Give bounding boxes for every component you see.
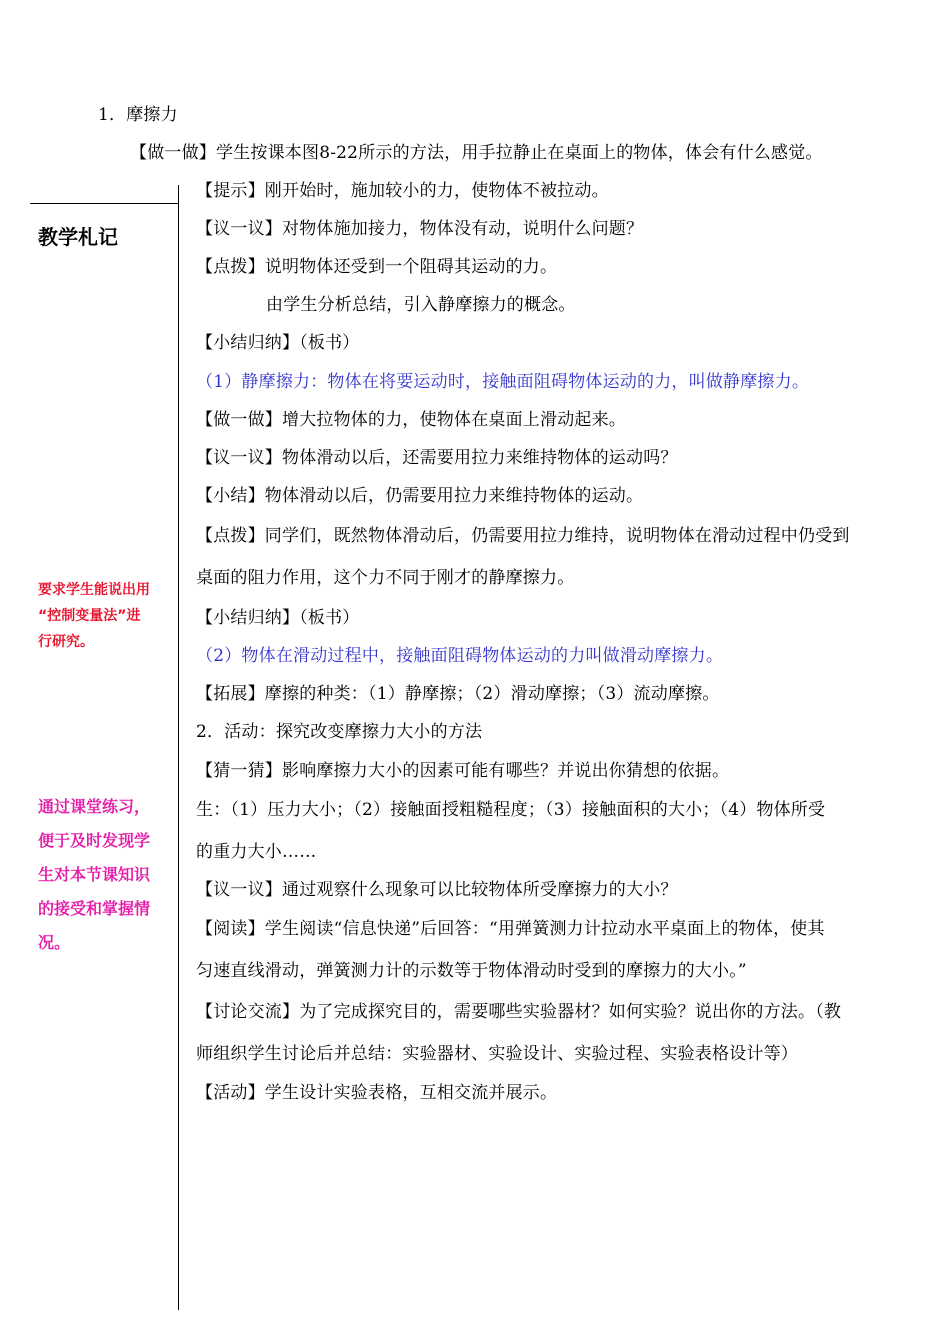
text-line: 【做一做】学生按课本图8-22所示的方法，用手拉静止在桌面上的物体，体会有什么感觉。 bbox=[130, 143, 823, 163]
text-line: 的重力大小…… bbox=[196, 842, 317, 862]
text-line: 【点拨】同学们，既然物体滑动后，仍需要用拉力维持，说明物体在滑动过程中仍受到 bbox=[196, 526, 850, 546]
text-line: 【讨论交流】为了完成探究目的，需要哪些实验器材？如何实验？说出你的方法。（教 bbox=[196, 1002, 842, 1022]
text-line: 【拓展】摩擦的种类：（1）静摩擦；（2）滑动摩擦；（3）流动摩擦。 bbox=[196, 684, 720, 704]
text-line: 【活动】学生设计实验表格，互相交流并展示。 bbox=[196, 1083, 558, 1103]
text-line: （2）物体在滑动过程中，接触面阻碍物体运动的力叫做滑动摩擦力。 bbox=[196, 646, 724, 666]
text-line: 师组织学生讨论后并总结：实验器材、实验设计、实验过程、实验表格设计等） bbox=[196, 1044, 798, 1064]
margin-note-practice: 通过课堂练习， 便于及时发现学 生对本节课知识 的接受和掌握情 况。 bbox=[38, 797, 151, 952]
text-line: 【议一议】对物体施加接力，物体没有动，说明什么问题？ bbox=[196, 219, 644, 239]
text-line: 【小结归纳】（板书） bbox=[196, 608, 360, 628]
margin-vertical-rule bbox=[178, 185, 179, 1310]
text-line: 【议一议】物体滑动以后，还需要用拉力来维持物体的运动吗？ bbox=[196, 448, 678, 468]
text-line: （1）静摩擦力：物体在将要运动时，接触面阻碍物体运动的力，叫做静摩擦力。 bbox=[196, 372, 810, 392]
text-line: 生：（1）压力大小；（2）接触面授粗糙程度；（3）接触面积的大小；（4）物体所受 bbox=[196, 800, 826, 820]
margin-note-control-variable: 要求学生能说出用 “控制变量法”进 行研究。 bbox=[38, 582, 150, 650]
text-line: 【猜一猜】影响摩擦力大小的因素可能有哪些？并说出你猜想的依据。 bbox=[196, 761, 730, 781]
text-line: 【提示】刚开始时，施加较小的力，使物体不被拉动。 bbox=[196, 181, 609, 201]
text-line: 由学生分析总结，引入静摩擦力的概念。 bbox=[266, 295, 576, 315]
text-line: 【议一议】通过观察什么现象可以比较物体所受摩擦力的大小？ bbox=[196, 880, 678, 900]
text-line: 1．摩擦力 bbox=[98, 105, 178, 125]
text-line: 【做一做】增大拉物体的力，使物体在桌面上滑动起来。 bbox=[196, 410, 626, 430]
text-line: 桌面的阻力作用，这个力不同于刚才的静摩擦力。 bbox=[196, 568, 575, 588]
text-line: 【小结】物体滑动以后，仍需要用拉力来维持物体的运动。 bbox=[196, 486, 644, 506]
text-line: 【小结归纳】（板书） bbox=[196, 333, 360, 353]
margin-top-rule bbox=[30, 203, 178, 204]
text-line: 【阅读】学生阅读“信息快递”后回答：“用弹簧测力计拉动水平桌面上的物体，使其 bbox=[196, 919, 825, 939]
text-line: 【点拨】说明物体还受到一个阻碍其运动的力。 bbox=[196, 257, 558, 277]
text-line: 2．活动：探究改变摩擦力大小的方法 bbox=[196, 722, 483, 742]
text-line: 匀速直线滑动，弹簧测力计的示数等于物体滑动时受到的摩擦力的大小。” bbox=[196, 961, 747, 981]
margin-title: 教学札记 bbox=[38, 225, 118, 249]
